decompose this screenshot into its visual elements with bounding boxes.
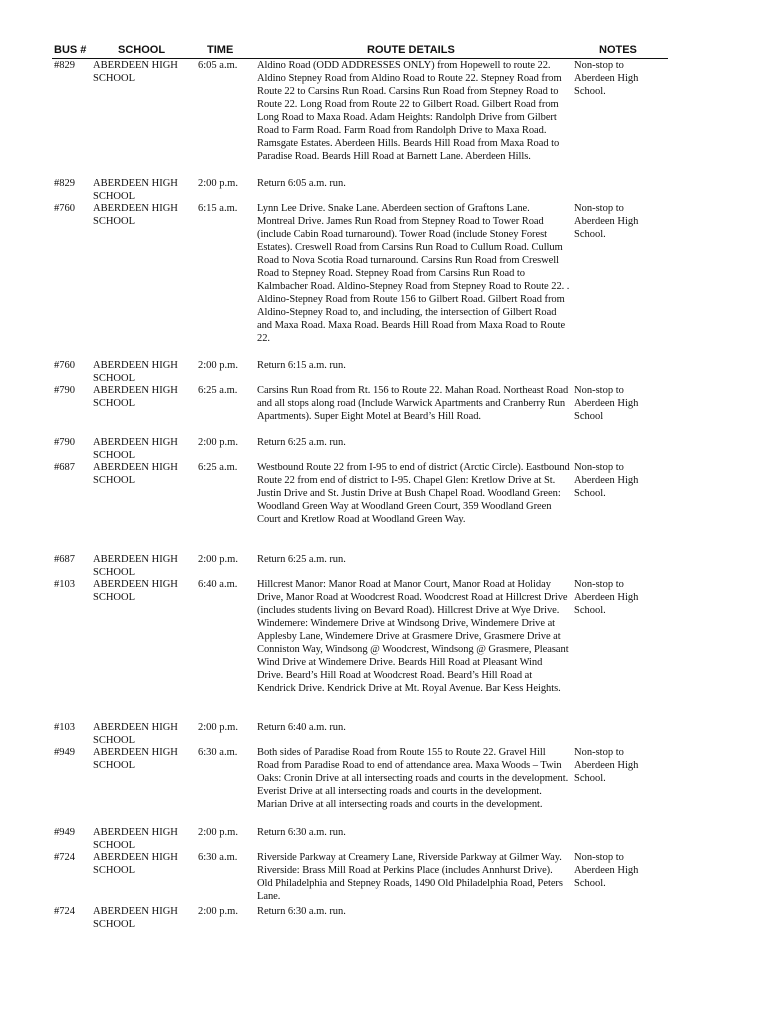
route-notes: Non-stop to Aberdeen High School. bbox=[574, 747, 639, 784]
school-name: ABERDEEN HIGH SCHOOL bbox=[93, 385, 178, 409]
route-notes: Non-stop to Aberdeen High School. bbox=[574, 579, 639, 616]
route-time: 2:00 p.m. bbox=[198, 178, 238, 189]
bus-number: #103 bbox=[54, 579, 75, 590]
school-name: ABERDEEN HIGH SCHOOL bbox=[93, 462, 178, 486]
bus-number: #760 bbox=[54, 360, 75, 371]
school-name: ABERDEEN HIGH SCHOOL bbox=[93, 360, 178, 384]
route-details: Hillcrest Manor: Manor Road at Manor Court, Manor Road at Holiday Drive, Manor Road at Woodcrest Road. Woodcrest Road at Hillcrest Drive (includes students living on Bevard Road). Hillcrest Drive at Wye Drive. Windemere: Windemere Drive at Windsong Drive, Windemere Drive at Applesby Lane, Windemere Drive at Grasmere Drive, Grasmere Drive at Conniston Way, Windsong @ Woodcrest, Windsong @ Grasmere, Pleasant Wind Drive at Windemere Drive. Beards Hill Road at Pleasant Wind Drive. Beard’s Hill Road at Woodcrest Road. Beard’s Hill Road at Kendrick Drive. Kendrick Drive at Mt. Royal Avenue. Bar Kess Heights. bbox=[257, 579, 569, 694]
school-name: ABERDEEN HIGH SCHOOL bbox=[93, 747, 178, 771]
route-time: 6:30 a.m. bbox=[198, 852, 238, 863]
header-notes: NOTES bbox=[599, 44, 637, 56]
route-time: 2:00 p.m. bbox=[198, 554, 238, 565]
header-time: TIME bbox=[207, 44, 234, 56]
bus-number: #949 bbox=[54, 827, 75, 838]
route-notes: Non-stop to Aberdeen High School. bbox=[574, 852, 639, 889]
school-name: ABERDEEN HIGH SCHOOL bbox=[93, 827, 178, 851]
route-time: 2:00 p.m. bbox=[198, 360, 238, 371]
school-name: ABERDEEN HIGH SCHOOL bbox=[93, 203, 178, 227]
route-details: Lynn Lee Drive. Snake Lane. Aberdeen section of Graftons Lane. Montreal Drive. James Run Road from Stepney Road to Tower Road (include Cabin Road turnaround). Tower Road (include Stoney Forest Estates). Creswell Road from Carsins Run Road to Cullum Road. Cullum Road to Nova Scotia Road turnaround. Carsins Run Road from Creswell Road to Stepney Road. Stepney Road from Carsins Run Road to Kalmbacher Road. Aldino-Stepney Road from Stepney Road to Route 22. . Aldino-Stepney Road from Route 156 to Gilbert Road. Gilbert Road from Aldino-Stepney Road to, and including, the intersection of Gilbert Road and Maxa Road. Maxa Road. Beards Hill Road from Maxa Road to Route 22. bbox=[257, 203, 570, 344]
route-details: Both sides of Paradise Road from Route 155 to Route 22. Gravel Hill Road from Paradise Road to end of attendance area. Maxa Woods – Twin Oaks: Cronin Drive at all intersecting roads and courts in the development. Everist Drive at all intersecting roads and courts in the development. Marian Drive at all intersecting roads and courts in the development. bbox=[257, 747, 569, 810]
route-time: 6:05 a.m. bbox=[198, 60, 238, 71]
route-notes: Non-stop to Aberdeen High School. bbox=[574, 203, 639, 240]
school-name: ABERDEEN HIGH SCHOOL bbox=[93, 579, 178, 603]
bus-number: #790 bbox=[54, 437, 75, 448]
route-details: Return 6:05 a.m. run. bbox=[257, 178, 346, 189]
header-route-details: ROUTE DETAILS bbox=[367, 44, 455, 56]
route-time: 6:40 a.m. bbox=[198, 579, 238, 590]
bus-number: #103 bbox=[54, 722, 75, 733]
route-notes: Non-stop to Aberdeen High School. bbox=[574, 462, 639, 499]
route-time: 2:00 p.m. bbox=[198, 827, 238, 838]
bus-number: #829 bbox=[54, 60, 75, 71]
header-school: SCHOOL bbox=[118, 44, 166, 56]
bus-number: #790 bbox=[54, 385, 75, 396]
route-details: Carsins Run Road from Rt. 156 to Route 22. Mahan Road. Northeast Road and all stops along road (Include Warwick Apartments and Cranberry Run Apartments). Super Eight Motel at Beard’s Hill Road. bbox=[257, 385, 569, 422]
bus-number: #687 bbox=[54, 554, 75, 565]
bus-number: #760 bbox=[54, 203, 75, 214]
school-name: ABERDEEN HIGH SCHOOL bbox=[93, 906, 178, 930]
route-time: 6:15 a.m. bbox=[198, 203, 238, 214]
route-time: 2:00 p.m. bbox=[198, 906, 238, 917]
route-details: Return 6:40 a.m. run. bbox=[257, 722, 346, 733]
school-name: ABERDEEN HIGH SCHOOL bbox=[93, 178, 178, 202]
school-name: ABERDEEN HIGH SCHOOL bbox=[93, 554, 178, 578]
route-time: 2:00 p.m. bbox=[198, 722, 238, 733]
route-details: Westbound Route 22 from I-95 to end of district (Arctic Circle). Eastbound Route 22 from end of district to I-95. Chapel Glen: Kretlow Drive at St. Justin Drive and St. Justin Drive at Bush Chapel Road. Woodland Green: Woodland Green Way at Woodland Green Court, 359 Woodland Green Court and Kretlow Road at Woodland Green Way. bbox=[257, 462, 570, 525]
route-time: 6:25 a.m. bbox=[198, 385, 238, 396]
school-name: ABERDEEN HIGH SCHOOL bbox=[93, 60, 178, 84]
route-notes: Non-stop to Aberdeen High School. bbox=[574, 60, 639, 97]
school-name: ABERDEEN HIGH SCHOOL bbox=[93, 437, 178, 461]
route-details: Return 6:25 a.m. run. bbox=[257, 437, 346, 448]
bus-number: #687 bbox=[54, 462, 75, 473]
route-details: Riverside Parkway at Creamery Lane, Riverside Parkway at Gilmer Way. Riverside: Brass Mill Road at Perkins Place (includes Annhurst Drive). Old Philadelphia and Stepney Roads, 1490 Old Philadelphia Road, Peters Lane. bbox=[257, 852, 563, 902]
route-details: Return 6:15 a.m. run. bbox=[257, 360, 346, 371]
header-bus: BUS # bbox=[54, 44, 87, 56]
bus-number: #724 bbox=[54, 906, 75, 917]
school-name: ABERDEEN HIGH SCHOOL bbox=[93, 722, 178, 746]
route-time: 6:30 a.m. bbox=[198, 747, 238, 758]
route-notes: Non-stop to Aberdeen High School bbox=[574, 385, 639, 422]
bus-number: #724 bbox=[54, 852, 75, 863]
route-details: Return 6:30 a.m. run. bbox=[257, 827, 346, 838]
route-details: Return 6:30 a.m. run. bbox=[257, 906, 346, 917]
bus-number: #829 bbox=[54, 178, 75, 189]
route-details: Return 6:25 a.m. run. bbox=[257, 554, 346, 565]
route-time: 2:00 p.m. bbox=[198, 437, 238, 448]
route-details: Aldino Road (ODD ADDRESSES ONLY) from Hopewell to route 22. Aldino Stepney Road from Aldino Road to Route 22. Stepney Road from Route 22 to Carsins Run Road. Carsins Run Road from Stepney Road to Route 22. Long Road from Route 22 to Gilbert Road. Gilbert Road from Long Road to Maxa Road. Adam Heights: Randolph Drive from Gilbert Road to Farm Road. Farm Road from Randolph Drive to Maxa Road. Ramsgate Estates. Aberdeen Hills. Beards Hill Road from Maxa Road to Paradise Road. Beards Hill Road at Barnett Lane. Aberdeen Hills. bbox=[257, 60, 562, 162]
bus-number: #949 bbox=[54, 747, 75, 758]
route-time: 6:25 a.m. bbox=[198, 462, 238, 473]
school-name: ABERDEEN HIGH SCHOOL bbox=[93, 852, 178, 876]
